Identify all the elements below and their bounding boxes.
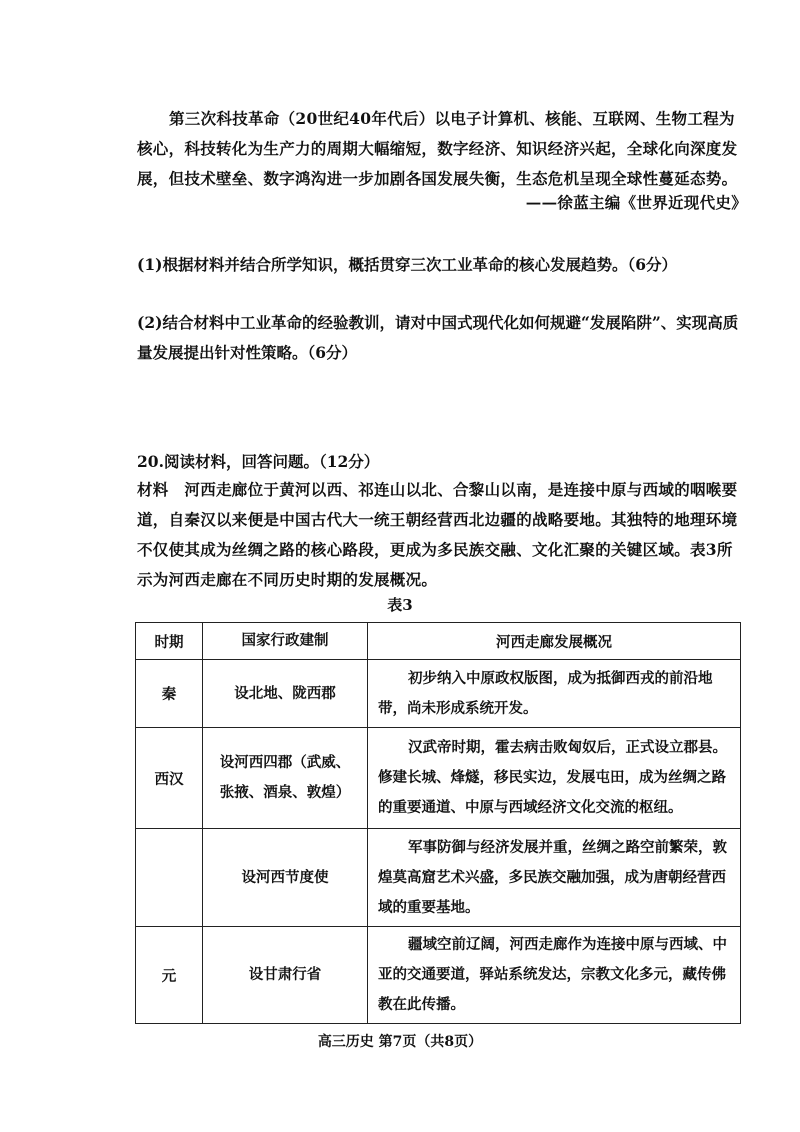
cell-admin: 设河西四郡（武威、张掖、酒泉、敦煌） <box>203 728 368 829</box>
header-period: 时期 <box>136 623 203 660</box>
cell-admin: 设北地、陇西郡 <box>203 660 368 728</box>
table-caption: 表3 <box>387 596 413 614</box>
cell-period: 秦 <box>136 660 203 728</box>
development-table <box>135 622 741 1024</box>
cell-period: 西汉 <box>136 728 203 829</box>
header-desc: 河西走廊发展概况 <box>368 623 741 660</box>
cell-desc: 军事防御与经济发展并重，丝绸之路空前繁荣，敦煌莫高窟艺术兴盛，多民族交融加强，成为唐朝经营西域的重要基地。 <box>378 838 727 916</box>
cell-desc: 疆域空前辽阔，河西走廊作为连接中原与西域、中亚的交通要道，驿站系统发达，宗教文化多元，藏传佛教在此传播。 <box>378 936 727 1013</box>
cell-admin: 设甘肃行省 <box>203 927 368 1024</box>
header-admin: 国家行政建制 <box>203 623 368 660</box>
cell-desc: 汉武帝时期，霍去病击败匈奴后，正式设立郡县。修建长城、烽燧，移民实边，发展屯田，成为丝绸之路的重要通道、中原与西域经济文化交流的枢纽。 <box>378 739 727 816</box>
table-row <box>136 829 741 927</box>
table-row <box>136 927 741 1024</box>
table-header-row <box>136 623 741 660</box>
q20-title: 20.阅读材料，回答问题。（12分） <box>137 452 380 471</box>
question-2: (2)结合材料中工业革命的经验教训，请对中国式现代化如何规避“发展陷阱”、实现高质量发展提出针对性策略。（6分） <box>137 313 739 362</box>
question-1: (1)根据材料并结合所学知识，概括贯穿三次工业革命的核心发展趋势。（6分） <box>137 255 677 274</box>
table-row <box>136 728 741 829</box>
q20-material: 材料 河西走廊位于黄河以西、祁连山以北、合黎山以南，是连接中原与西域的咽喉要道，自秦汉以来便是中国古代大一统王朝经营西北边疆的战略要地。其独特的地理环境不仅使其成为丝绸之路的核心路段，更成为多民族交融、文化汇聚的关键区域。表3所示为河西走廊在不同历史时期的发展概况。 <box>137 480 738 589</box>
material-source: ——徐蓝主编《世界近现代史》 <box>525 193 747 212</box>
cell-period <box>136 829 203 927</box>
cell-desc: 初步纳入中原政权版图，成为抵御西戎的前沿地带，尚未形成系统开发。 <box>378 669 713 717</box>
material-paragraph: 第三次科技革命（20世纪40年代后）以电子计算机、核能、互联网、生物工程为核心，科技转化为生产力的周期大幅缩短，数字经济、知识经济兴起，全球化向深度发展，但技术壁垒、数字鸿沟进一步加剧各国发展失衡，生态危机呈现全球性蔓延态势。 <box>137 109 738 188</box>
cell-admin: 设河西节度使 <box>203 829 368 927</box>
cell-period: 元 <box>136 927 203 1024</box>
table-row <box>136 660 741 728</box>
page-footer: 高三历史 第7页（共8页） <box>317 1034 483 1050</box>
